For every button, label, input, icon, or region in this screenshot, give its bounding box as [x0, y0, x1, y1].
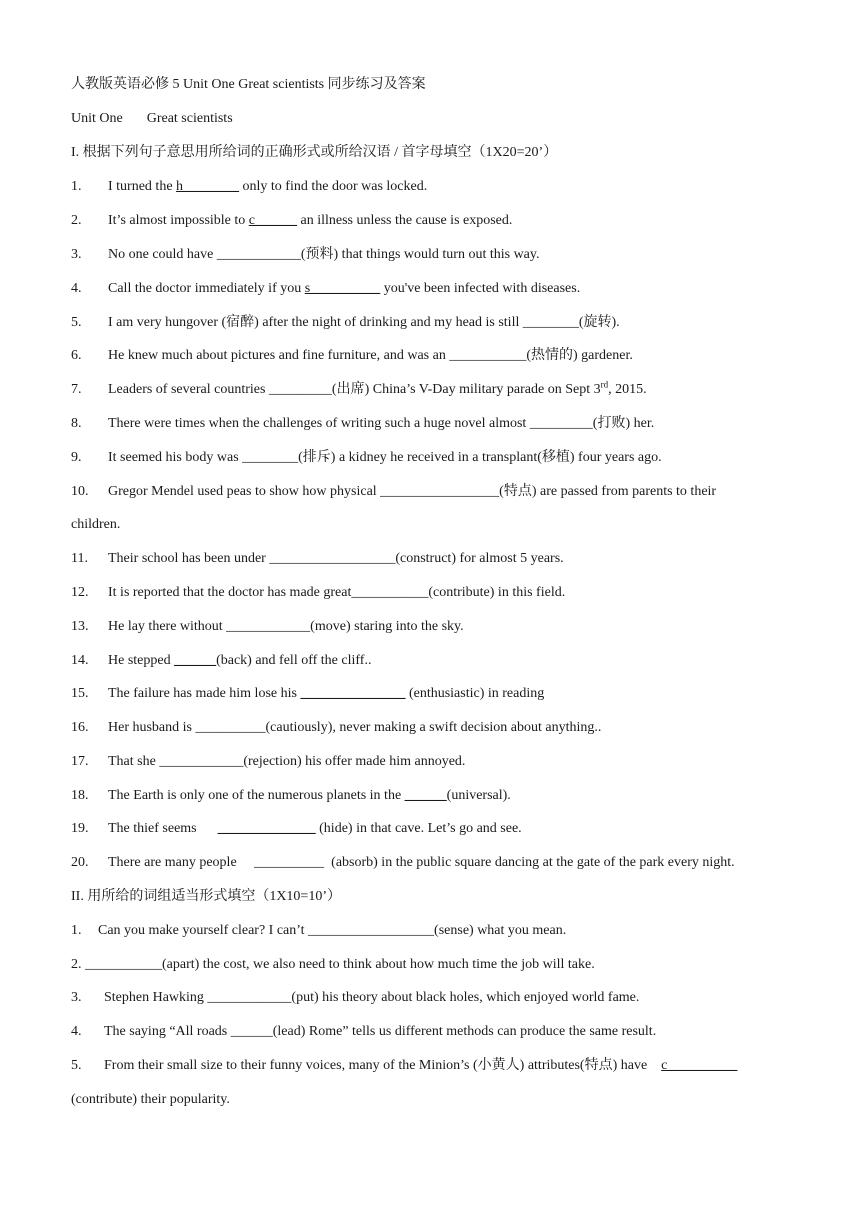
answer-blank: ______: [404, 788, 447, 803]
item-number: 2.: [71, 213, 82, 228]
item-number: 16.: [71, 720, 89, 735]
item-text: Their school has been under __________________(construct) for almost 5 years.: [108, 551, 564, 566]
list-item: [71, 989, 639, 1007]
list-item: [71, 381, 647, 399]
item-text: I am very hungover (宿醉) after the night of drinking and my head is still ________(旋转).: [108, 315, 620, 330]
item-number: 9.: [71, 450, 82, 465]
item-text: It’s almost impossible to: [108, 213, 249, 228]
answer-blank: h________: [176, 179, 240, 194]
item-text: (enthusiastic) in reading: [405, 686, 545, 701]
item-number: 18.: [71, 788, 89, 803]
item-text: No one could have ____________(预料) that things would turn out this way.: [108, 247, 540, 262]
item-number: 8.: [71, 416, 82, 431]
item-number: 2.: [71, 957, 82, 972]
item-continuation: (contribute) their popularity.: [71, 1092, 230, 1107]
item-number: 11.: [71, 551, 88, 566]
list-item: [71, 483, 716, 501]
list-item: [71, 449, 662, 467]
list-item: [71, 314, 620, 332]
item-text: He knew much about pictures and fine furniture, and was an ___________(热情的) gardener.: [108, 348, 633, 363]
list-item: [71, 347, 633, 365]
item-number: 3.: [71, 247, 82, 262]
answer-blank: c__________: [661, 1058, 738, 1073]
item-text: He lay there without ____________(move) staring into the sky.: [108, 619, 464, 634]
item-text: Call the doctor immediately if you: [108, 281, 305, 296]
unit-topic: Great scientists: [146, 111, 233, 126]
item-number: 13.: [71, 619, 89, 634]
item-text: Can you make yourself clear? I can’t __________________(sense) what you mean.: [98, 923, 567, 938]
item-text: (universal).: [446, 788, 511, 803]
section2-heading: II. 用所给的词组适当形式填空（1X10=10’）: [71, 889, 341, 904]
item-text: I turned the: [108, 179, 177, 194]
item-text: From their small size to their funny voices, many of the Minion’s (小黄人) attributes(特点) have: [104, 1058, 662, 1073]
list-item: [71, 956, 595, 974]
list-item: [71, 618, 464, 636]
list-item: [71, 178, 427, 196]
list-item: [71, 280, 580, 298]
answer-blank: s__________: [304, 281, 381, 296]
item-number: 1.: [71, 923, 82, 938]
answer-blank: ______: [174, 653, 217, 668]
item-text: It is reported that the doctor has made great___________(contribute) in this field.: [108, 585, 566, 600]
item-text: It seemed his body was ________(排斥) a kidney he received in a transplant(移植) four years ago.: [108, 450, 662, 465]
superscript: rd: [600, 379, 609, 390]
answer-blank: c______: [248, 213, 297, 228]
list-item: [71, 685, 544, 703]
item-text: There were times when the challenges of writing such a huge novel almost _________(打败) her.: [108, 416, 655, 431]
item-text: Leaders of several countries _________(出席) China’s V-Day military parade on Sept 3: [108, 382, 601, 397]
item-text: That she ____________(rejection) his offer made him annoyed.: [108, 754, 466, 769]
list-item: [71, 787, 511, 805]
item-text: (back) and fell off the cliff..: [216, 653, 372, 668]
item-text: The Earth is only one of the numerous planets in the: [108, 788, 405, 803]
item-continuation: children.: [71, 517, 121, 532]
list-item: [71, 584, 565, 602]
item-text: an illness unless the cause is exposed.: [297, 213, 513, 228]
document-title: 人教版英语必修 5 Unit One Great scientists 同步练习及答案: [71, 77, 426, 92]
unit-label: Unit One: [71, 111, 123, 126]
item-text: only to find the door was locked.: [239, 179, 428, 194]
item-text: There are many people __________ (absorb) in the public square dancing at the gate of the park every night.: [108, 855, 735, 870]
section1-heading: I. 根据下列句子意思用所给词的正确形式或所给汉语 / 首字母填空（1X20=20’）: [71, 145, 558, 160]
item-text: He stepped: [108, 653, 175, 668]
list-item: [71, 719, 601, 737]
item-number: 1.: [71, 179, 82, 194]
list-item: [71, 212, 512, 230]
item-number: 15.: [71, 686, 89, 701]
item-number: 7.: [71, 382, 82, 397]
item-number: 4.: [71, 1024, 82, 1039]
item-number: 5.: [71, 315, 82, 330]
answer-blank: _______________: [300, 686, 406, 701]
item-number: 12.: [71, 585, 89, 600]
list-item: [71, 922, 566, 940]
unit-line: [71, 110, 233, 128]
list-item: [71, 550, 564, 568]
list-item: [71, 246, 539, 264]
list-item: [71, 753, 465, 771]
item-text: The thief seems: [108, 821, 218, 836]
item-text: Stephen Hawking ____________(put) his theory about black holes, which enjoyed world fame.: [104, 990, 640, 1005]
item-number: 6.: [71, 348, 82, 363]
item-text: The failure has made him lose his: [108, 686, 301, 701]
item-text: ___________(apart) the cost, we also need to think about how much time the job will take.: [85, 957, 595, 972]
item-text: Her husband is __________(cautiously), never making a swift decision about anything..: [108, 720, 602, 735]
item-number: 10.: [71, 484, 89, 499]
item-text: Gregor Mendel used peas to show how physical _________________(特点) are passed from parents to their: [108, 484, 717, 499]
item-number: 19.: [71, 821, 89, 836]
item-number: 4.: [71, 281, 82, 296]
item-number: 14.: [71, 653, 89, 668]
answer-blank: ______________: [217, 821, 316, 836]
list-item: [71, 854, 735, 872]
item-number: 3.: [71, 990, 82, 1005]
list-item: [71, 1057, 737, 1075]
item-number: 20.: [71, 855, 89, 870]
list-item: [71, 1023, 656, 1041]
item-number: 5.: [71, 1058, 82, 1073]
item-text: The saying “All roads ______(lead) Rome” tells us different methods can produce the same result.: [104, 1024, 657, 1039]
list-item: [71, 415, 654, 433]
list-item: [71, 652, 371, 670]
list-item: [71, 820, 522, 838]
item-text: you've been infected with diseases.: [380, 281, 581, 296]
item-number: 17.: [71, 754, 89, 769]
item-text: , 2015.: [608, 382, 647, 397]
item-text: (hide) in that cave. Let’s go and see.: [315, 821, 522, 836]
